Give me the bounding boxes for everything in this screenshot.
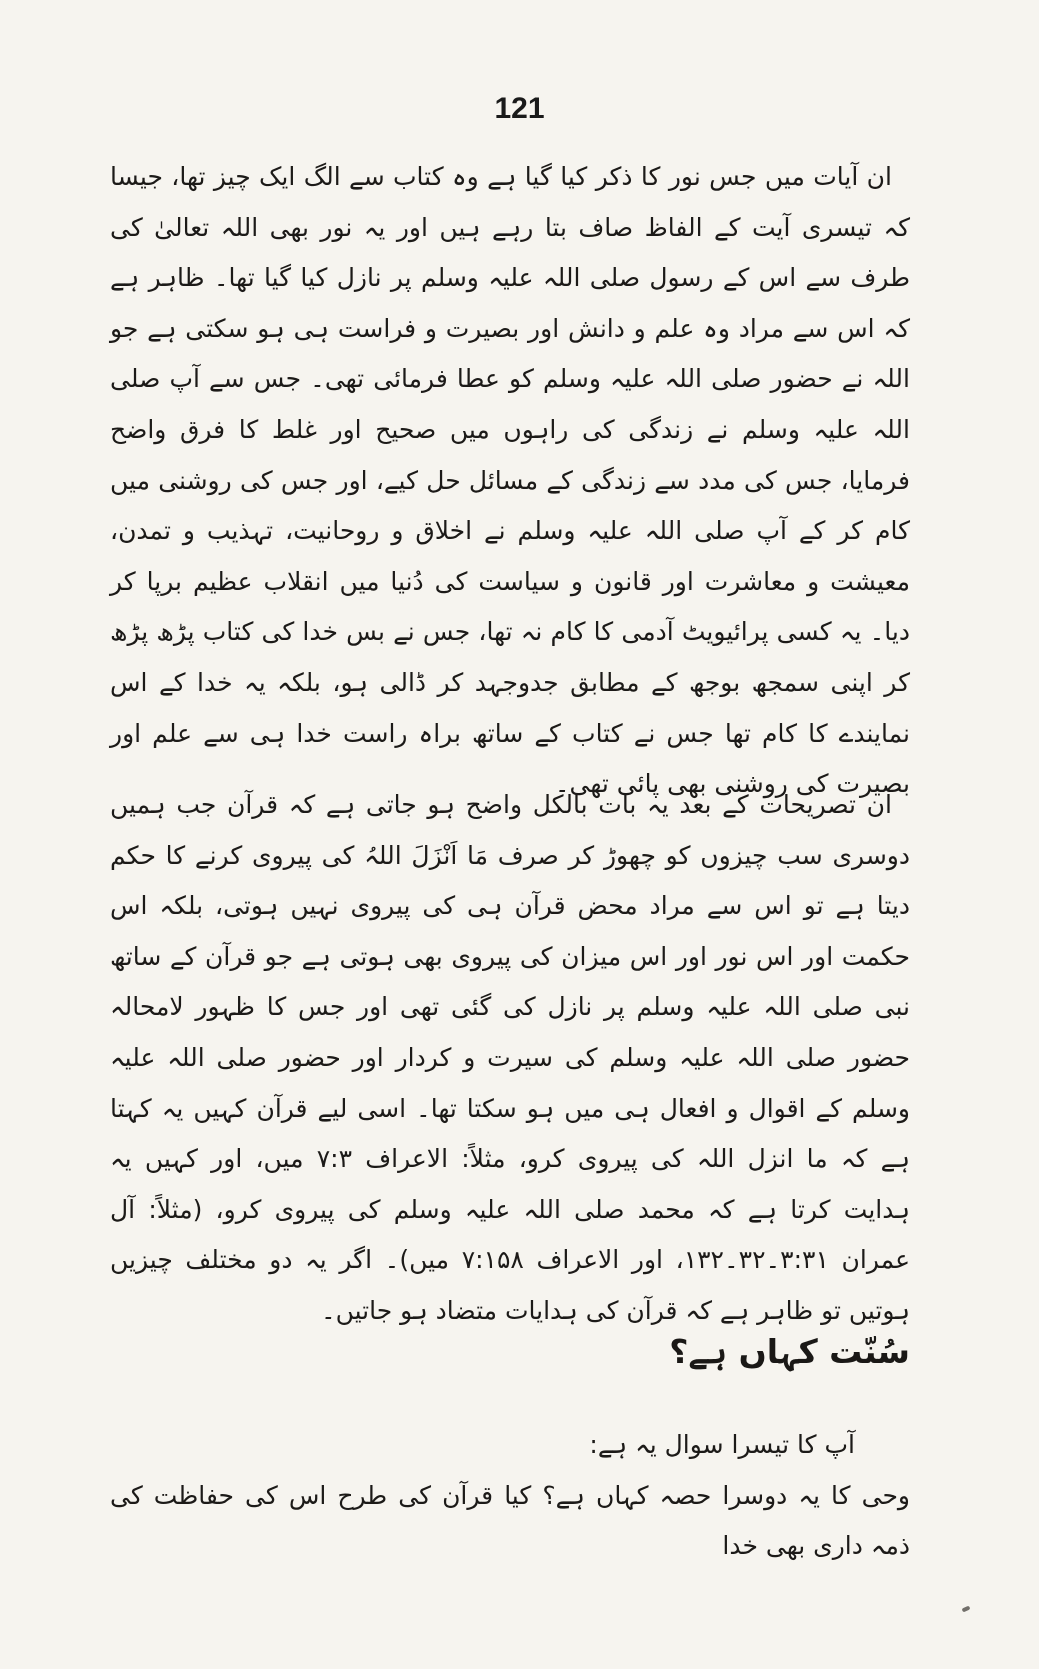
question-intro: آپ کا تیسرا سوال یہ ہے: — [589, 1430, 855, 1459]
body-paragraph: ان تصریحات کے بعد یہ بات بالکل واضح ہو جاتی ہے کہ قرآن جب ہمیں دوسری سب چیزوں کو چھوڑ کر صرف مَا اَنْزَلَ اللہُ کی پیروی کرنے کا حکم دیتا ہے تو اس سے مراد محض قرآن ہی کی پیروی نہیں ہوتی، بلکہ اس حکمت اور اس نور اور اس میزان کی پیروی بھی ہوتی ہے جو قرآن کے ساتھ نبی صلی اللہ علیہ وسلم پر نازل کی گئی تھی اور جس کا ظہور لامحالہ حضور صلی اللہ علیہ وسلم کی سیرت و کردار اور حضور صلی اللہ علیہ وسلم کے اقوال و افعال ہی میں ہو سکتا تھا۔ اسی لیے قرآن کہیں یہ کہتا ہے کہ ما انزل اللہ کی پیروی کرو، مثلاً: الاعراف ۷:۳ میں، اور کہیں یہ ہدایت کرتا ہے کہ محمد صلی اللہ علیہ وسلم کی پیروی کرو، (مثلاً: آل عمران ۳:۳۱۔۳۲۔۱۳۲، اور الاعراف ۷:۱۵۸ میں)۔ اگر یہ دو مختلف چیزیں ہوتیں تو ظاہر ہے کہ قرآن کی ہدایات متضاد ہو جاتیں۔ — [110, 790, 911, 1325]
paragraph-block-2 — [110, 780, 910, 1337]
body-paragraph: ان آیات میں جس نور کا ذکر کیا گیا ہے وہ کتاب سے الگ ایک چیز تھا، جیسا کہ تیسری آیت کے الفاظ صاف بتا رہے ہیں اور یہ نور بھی اللہ تعالیٰ کی طرف سے اس کے رسول صلی اللہ علیہ وسلم پر نازل کیا گیا تھا۔ ظاہر ہے کہ اس سے مراد وہ علم و دانش اور بصیرت و فراست ہی ہو سکتی ہے جو اللہ نے حضور صلی اللہ علیہ وسلم کو عطا فرمائی تھی۔ جس سے آپ صلی اللہ علیہ وسلم نے زندگی کی راہوں میں صحیح اور غلط کا فرق واضح فرمایا، جس کی مدد سے زندگی کے مسائل حل کیے، اور جس کی روشنی میں کام کر کے آپ صلی اللہ علیہ وسلم نے اخلاق و روحانیت، تہذیب و تمدن، معیشت و معاشرت اور قانون و سیاست کی دُنیا میں انقلاب عظیم برپا کر دیا۔ یہ کسی پرائیویٹ آدمی کا کام نہ تھا، جس نے بس خدا کی کتاب پڑھ پڑھ کر اپنی سمجھ بوجھ کے مطابق جدوجہد کر ڈالی ہو، بلکہ یہ خدا کے اس نمایندے کا کام تھا جس نے کتاب کے ساتھ براہ راست خدا ہی سے علم اور بصیرت کی روشنی بھی پائی تھی۔ — [110, 162, 910, 799]
page-number: 121 — [494, 92, 545, 125]
paper-speck — [962, 1605, 971, 1612]
question-text: وحی کا یہ دوسرا حصہ کہاں ہے؟ کیا قرآن کی طرح اس کی حفاظت کی ذمہ داری بھی خدا — [110, 1480, 910, 1561]
section-heading: سُنّت کہاں ہے؟ — [669, 1332, 910, 1371]
section-body — [110, 1420, 910, 1572]
paragraph-block-1 — [110, 152, 910, 810]
